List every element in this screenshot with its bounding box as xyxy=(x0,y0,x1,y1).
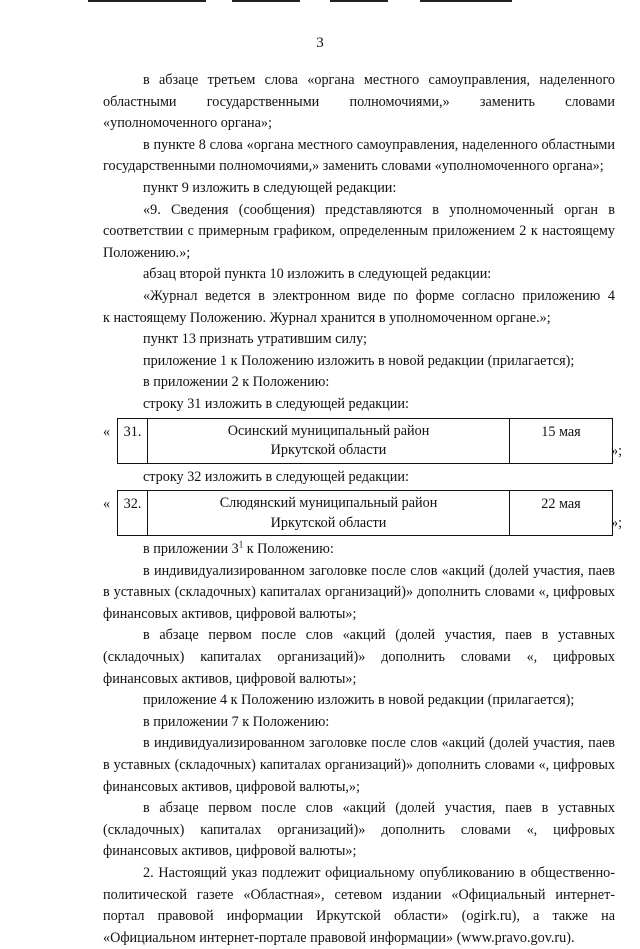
paragraph xyxy=(103,539,615,561)
table-row xyxy=(117,418,613,464)
scan-top-edge xyxy=(330,0,388,2)
paragraph: в приложении 7 к Положению: xyxy=(143,713,330,730)
row-date: 15 мая xyxy=(541,423,581,440)
paragraph: в индивидуализированном заголовке после слов «акций (долей участия, паев в уставных (складочных) капиталах организаций)» дополнить словами «, цифровых финансовых активов, цифровой валюты»; xyxy=(103,562,615,622)
paragraph: приложение 4 к Положению изложить в новой редакции (прилагается); xyxy=(143,692,575,709)
quote-close: »; xyxy=(611,515,623,532)
paragraph-line: к настоящему Положению. Журнал хранится в уполномоченном органе.»; xyxy=(103,309,551,326)
paragraph-line: «Журнал ведется в электронном виде по форме согласно приложению 4 xyxy=(143,287,615,304)
quote-open: « xyxy=(103,496,111,513)
row-name-line: Слюдянский муниципальный район xyxy=(219,495,438,512)
paragraph: 2. Настоящий указ подлежит официальному опубликованию в общественно-политической газете «Областная», сетевом издании «Официальный интернет-портал правовой информации Иркутской области» (ogirk.ru), а также на «Официальном интернет-портале правовой информации» (www.pravo.gov.ru). xyxy=(103,865,615,946)
table-row-block xyxy=(103,488,623,539)
paragraph-text: в приложении 3 xyxy=(143,541,239,558)
page-number: 3 xyxy=(316,35,324,51)
scan-top-edge xyxy=(232,0,300,2)
quote-close: »; xyxy=(611,442,623,459)
paragraph: в абзаце первом после слов «акций (долей участия, паев в уставных (складочных) капиталах организаций)» дополнить словами «, цифровых финансовых активов, цифровой валюты»; xyxy=(103,627,615,687)
row-date: 22 мая xyxy=(541,496,581,513)
paragraph: строку 31 изложить в следующей редакции: xyxy=(143,395,409,412)
paragraph: в приложении 2 к Положению: xyxy=(143,374,330,391)
document-body xyxy=(103,70,623,949)
table-row-block xyxy=(103,416,623,467)
paragraph: абзац второй пункта 10 изложить в следующей редакции: xyxy=(143,266,492,283)
row-number: 31. xyxy=(118,419,148,463)
paragraph: «9. Сведения (сообщения) представляются в уполномоченный орган в соответствии с примерным графиком, определенным приложением 2 к настоящему Положению.»; xyxy=(103,201,615,261)
row-name-line: Осинский муниципальный район xyxy=(227,422,430,439)
row-name xyxy=(148,491,510,535)
row-name-line: Иркутской области xyxy=(270,442,387,458)
paragraph: пункт 9 изложить в следующей редакции: xyxy=(143,179,397,196)
superscript: 1 xyxy=(238,539,244,550)
paragraph: пункт 13 признать утратившим силу; xyxy=(143,331,367,348)
quote-open: « xyxy=(103,423,111,440)
paragraph: в абзаце первом после слов «акций (долей участия, паев в уставных (складочных) капиталах организаций)» дополнить словами «, цифровых финансовых активов, цифровой валюты»; xyxy=(103,800,615,860)
row-number: 32. xyxy=(118,491,148,535)
paragraph: в индивидуализированном заголовке после слов «акций (долей участия, паев в уставных (складочных) капиталах организаций)» дополнить словами «, цифровых финансовых активов, цифровой валюты,»; xyxy=(103,735,615,795)
row-name xyxy=(148,419,510,463)
paragraph-text: к Положению: xyxy=(243,541,334,558)
scan-top-edge xyxy=(420,0,512,2)
row-name-line: Иркутской области xyxy=(270,514,387,531)
paragraph: строку 32 изложить в следующей редакции: xyxy=(143,468,409,485)
paragraph: в пункте 8 слова «органа местного самоуправления, наделенного областными государственными полномочиями,» заменить словами «уполномоченного органа»; xyxy=(103,136,615,175)
paragraph: в абзаце третьем слова «органа местного самоуправления, наделенного областными государственными полномочиями,» заменить словами «уполномоченного органа»; xyxy=(103,72,615,132)
table-row xyxy=(117,490,613,536)
paragraph: приложение 1 к Положению изложить в новой редакции (прилагается); xyxy=(143,352,575,369)
scan-top-edge xyxy=(88,0,206,2)
